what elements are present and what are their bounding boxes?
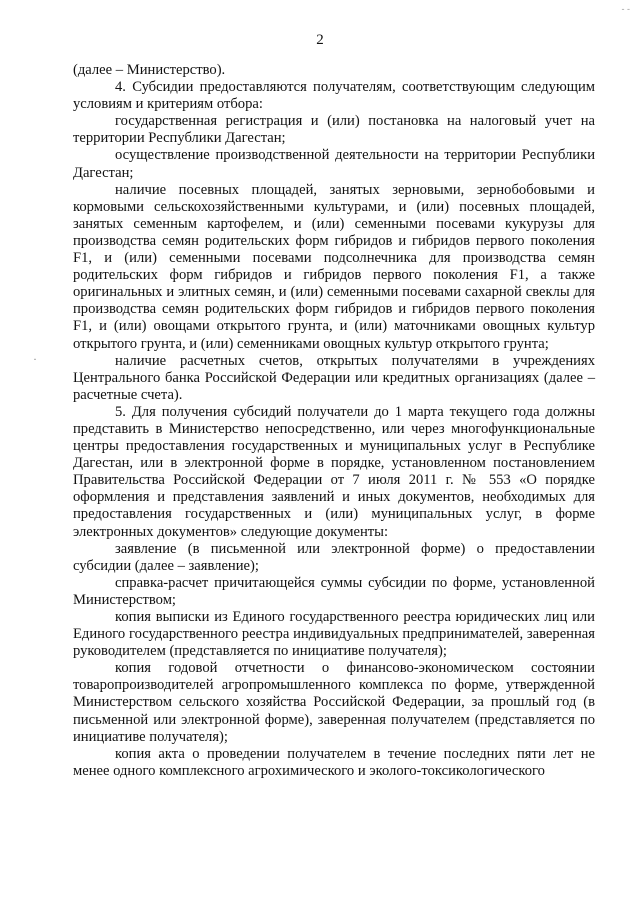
paragraph-doc-application: заявление (в письменной или электронной форме) о предоставлении субсидии (далее – заявление); — [73, 540, 595, 574]
paragraph-condition-sown-areas: наличие посевных площадей, занятых зерновыми, зернобобовыми и кормовыми сельскохозяйственными культурами, и (или) посевных площадей, занятых семенным картофелем, и (или) семенными посевами кукурузы для производства семян родительских форм гибридов и гибридов первого поколения F1, и (или) семенными посевами подсолнечника для производства семян родительских форм гибридов и гибридов первого поколения F1, а также оригинальных и элитных семян, и (или) семенными посевами сахарной свеклы для производства семян родительских форм гибридов и гибридов первого поколения F1, и (или) овощами открытого грунта, и (или) маточниками овощных культур открытого грунта, и (или) семенниками овощных культур открытого грунта; — [73, 181, 595, 352]
paragraph-condition-activity: осуществление производственной деятельности на территории Республики Дагестан; — [73, 147, 595, 181]
document-body — [73, 62, 595, 780]
page-number: 2 — [316, 32, 324, 48]
paragraph-continuation: (далее – Министерство). — [73, 62, 226, 78]
paragraph-clause-4: 4. Субсидии предоставляются получателям, соответствующим следующим условиям и критериям отбора: — [73, 79, 595, 113]
paragraph-clause-5: 5. Для получения субсидий получатели до 1 марта текущего года должны представить в Министерство непосредственно, или через многофункциональные центры предоставления государственных и муниципальных услуг в Республике Дагестан, или в электронной форме в порядке, установленном постановлением Правительства Российской Федерации от 7 июля 2011 г. № 553 «О порядке оформления и представления заявлений и иных документов, необходимых для предоставления государственных и (или) муниципальных услуг, в форме электронных документов» следующие документы: — [73, 403, 595, 540]
margin-mark: · — [33, 352, 37, 366]
paragraph-doc-calculation: справка-расчет причитающейся суммы субсидии по форме, установленной Министерством; — [73, 574, 595, 608]
paragraph-doc-annual-report: копия годовой отчетности о финансово-экономическом состоянии товаропроизводителей агропромышленного комплекса по форме, утвержденной Министерством сельского хозяйства Российской Федерации, за прошлый год (в письменной или электронной форме), заверенная получателем (представляется по инициативе получателя); — [73, 660, 595, 745]
paragraph-condition-accounts: наличие расчетных счетов, открытых получателями в учреждениях Центрального банка Российской Федерации или кредитных организациях (далее – расчетные счета). — [73, 352, 595, 403]
corner-mark: - - — [621, 4, 630, 14]
paragraph-doc-agrochemical-act: копия акта о проведении получателем в течение последних пяти лет не менее одного комплексного агрохимического и эколого-токсикологического — [73, 745, 595, 779]
paragraph-doc-register-extract: копия выписки из Единого государственного реестра юридических лиц или Единого государственного реестра индивидуальных предпринимателей, заверенная руководителем (представляется по инициативе получателя); — [73, 609, 595, 660]
paragraph-condition-registration: государственная регистрация и (или) постановка на налоговый учет на территории Республики Дагестан; — [73, 113, 595, 147]
